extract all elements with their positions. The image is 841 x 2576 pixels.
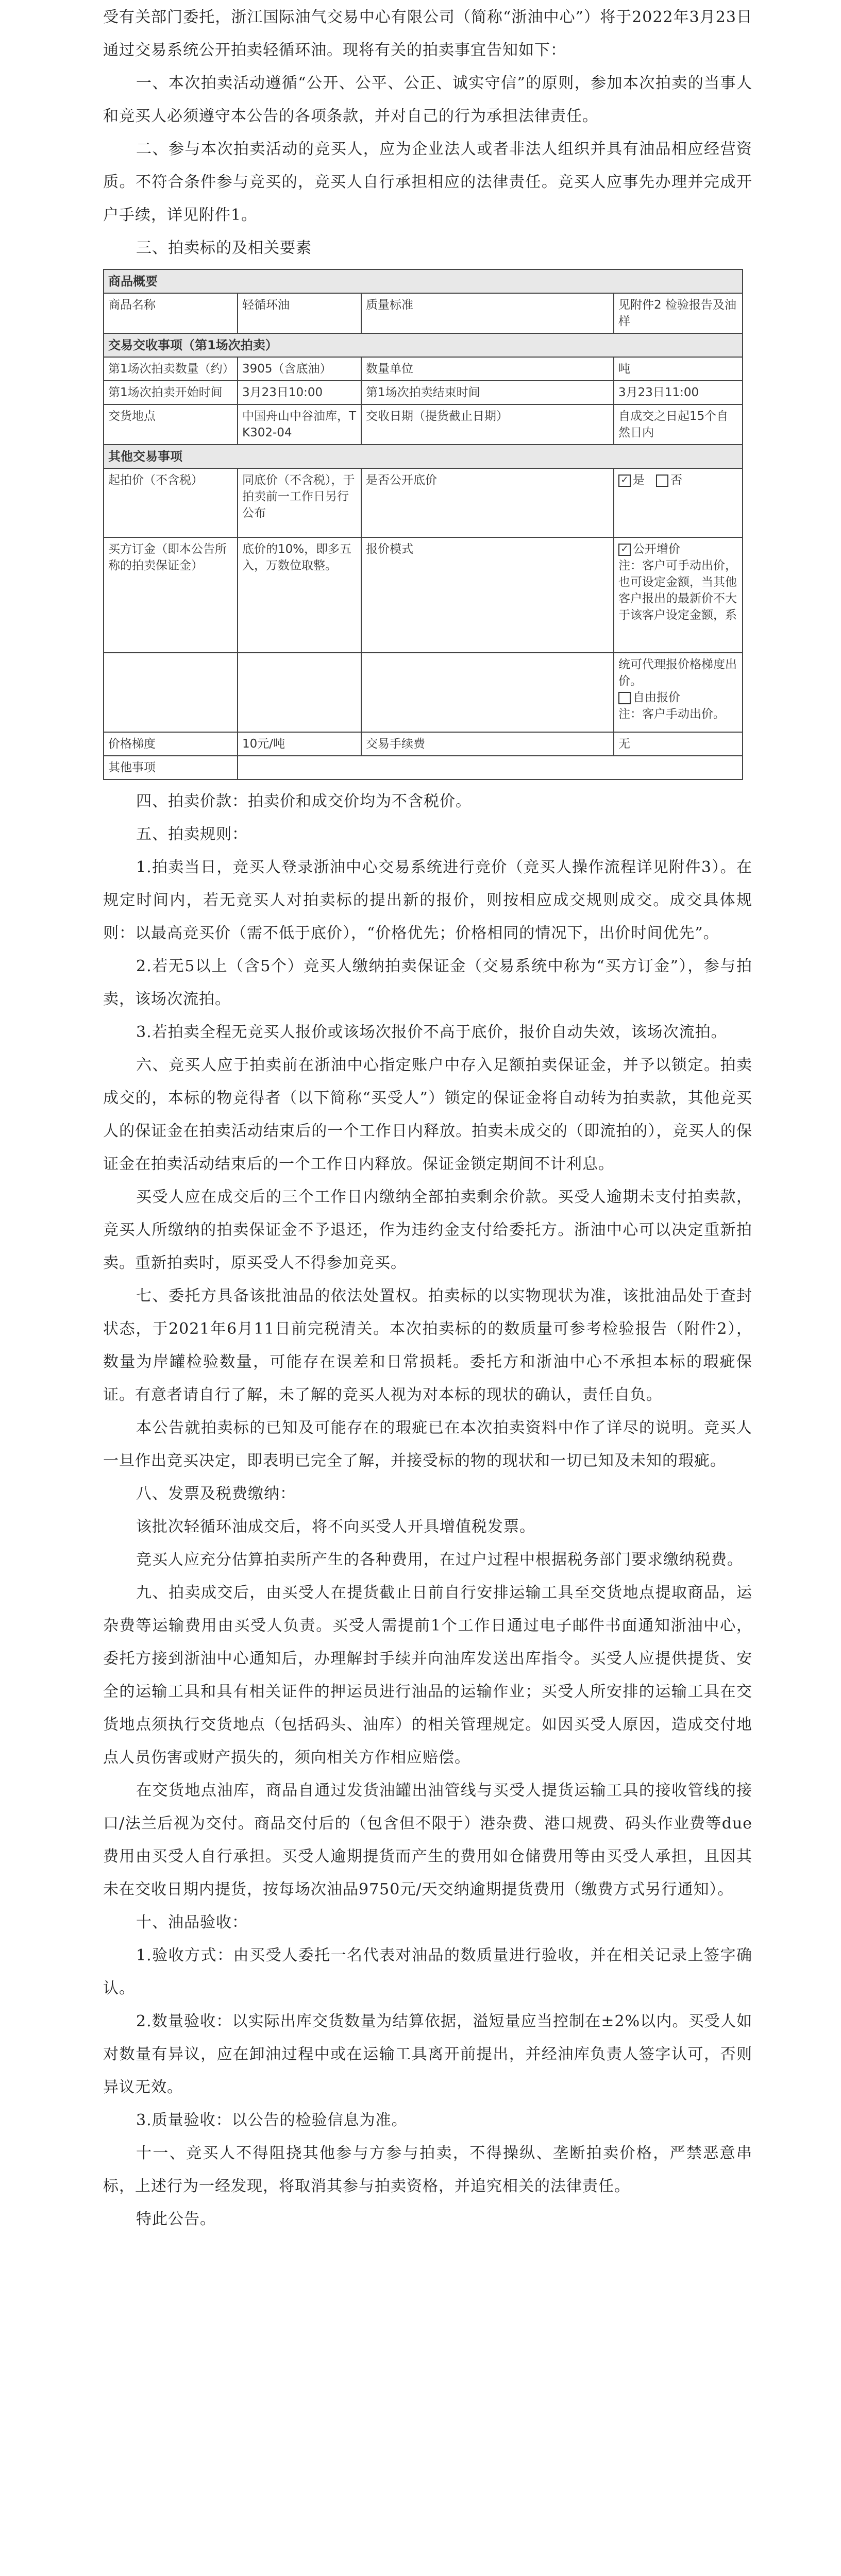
cell-value-mode-2 (614, 653, 743, 732)
section-5-heading: 五、拍卖规则： (136, 825, 248, 843)
section-1: 一、本次拍卖活动遵循“公开、公平、公正、诚实守信”的原则，参加本次拍卖的当事人和竞买人必须遵守本公告的各项条款，并对自己的行为承担法律责任。 (103, 74, 752, 125)
cell-empty (361, 653, 614, 732)
cell-value-reserve (614, 468, 743, 537)
checkbox-empty-icon (656, 474, 668, 487)
verify-2: 2.数量验收：以实际出库交货数量为结算依据，溢短量应当控制在±2%以内。买受人如对数量有异议，应在卸油过程中或在运输工具离开前提出，并经油库负责人签字认可，否则异议无效。 (103, 2012, 752, 2096)
cell-value-qty: 3905（含底油） (238, 357, 361, 381)
cell-value-deposit: 底价的10%，即多五入，万数位取整。 (238, 537, 361, 653)
verify-3: 3.质量验收：以公告的检验信息为准。 (136, 2111, 408, 2129)
auction-items-table (103, 269, 743, 780)
checkbox-empty-icon (618, 692, 631, 704)
cell-value-reserve-note: 同底价（不含税），于拍卖前一工作日另行公布 (238, 468, 361, 537)
cell-value-other (238, 756, 743, 779)
cell-label-deadline: 交收日期（提货截止日期） (361, 404, 614, 445)
cell-value-deadline: 自成交之日起15个自然日内 (614, 404, 743, 445)
rule-3: 3.若拍卖全程无竞买人报价或该场次报价不高于底价，报价自动失效，该场次流拍。 (136, 1023, 727, 1041)
cell-label-place: 交货地点 (104, 404, 238, 445)
section-6-cont: 买受人应在成交后的三个工作日内缴纳全部拍卖剩余价款。买受人逾期未支付拍卖款，竞买人所缴纳的拍卖保证金不予退还，作为违约金支付给委托方。浙油中心可以决定重新拍卖。重新拍卖时，原买受人不得参加竞买。 (103, 1188, 752, 1272)
section-10-heading: 十、油品验收： (136, 1913, 248, 1931)
closing: 特此公告。 (136, 2210, 216, 2228)
rule-1: 1.拍卖当日，竞买人登录浙油中心交易系统进行竞价（竞买人操作流程详见附件3）。在规定时间内，若无竞买人对拍卖标的提出新的报价，则按相应成交规则成交。成交具体规则：以最高竞买价（需不低于底价），“价格优先；价格相同的情况下，出价时间优先”。 (103, 858, 752, 942)
verify-1: 1.验收方式：由买受人委托一名代表对油品的数质量进行验收，并在相关记录上签字确认。 (103, 1946, 752, 1997)
section-8-heading: 八、发票及税费缴纳： (136, 1485, 296, 1503)
cell-empty (238, 653, 361, 732)
goods-summary-header: 商品概要 (104, 269, 743, 293)
mode-free-note: 注：客户手动出价。 (618, 707, 725, 721)
cell-value-start: 3月23日10:00 (238, 381, 361, 404)
cell-label-other: 其他事项 (104, 756, 238, 779)
cell-value-unit: 吨 (614, 357, 743, 381)
cell-label-step: 价格梯度 (104, 732, 238, 756)
option-yes: 是 (633, 473, 645, 487)
section-11: 十一、竞买人不得阻挠其他参与方参与拍卖，不得操纵、垄断拍卖价格，严禁恶意串标，上述行为一经发现，将取消其参与拍卖资格，并追究相关的法律责任。 (103, 2144, 752, 2195)
cell-label-fee: 交易手续费 (361, 732, 614, 756)
cell-label-end: 第1场次拍卖结束时间 (361, 381, 614, 404)
mode-proxy-note: 统可代理报价格梯度出价。 (618, 658, 737, 688)
intro-paragraph: 受有关部门委托，浙江国际油气交易中心有限公司（简称“浙油中心”）将于2022年3月23日通过交易系统公开拍卖轻循环油。现将有关的拍卖事宜告知如下： (103, 8, 752, 59)
section-7: 七、委托方具备该批油品的依法处置权。拍卖标的以实物现状为准，该批油品处于查封状态，于2021年6月11日前完税清关。本次拍卖标的的数质量可参考检验报告（附件2），数量为岸罐检验数量，可能存在误差和日常损耗。委托方和浙油中心不承担本标的瑕疵保证。有意者请自行了解，未了解的竞买人视为对本标的现状的确认，责任自负。 (103, 1287, 752, 1404)
section-8b: 竞买人应充分估算拍卖所产生的各种费用，在过户过程中根据税务部门要求缴纳税费。 (136, 1551, 743, 1569)
cell-label-start: 第1场次拍卖开始时间 (104, 381, 238, 404)
session-header: 交易交收事项（第1场次拍卖） (104, 333, 743, 357)
announcement-body (103, 0, 752, 2236)
section-9: 九、拍卖成交后，由买受人在提货截止日前自行安排运输工具至交货地点提取商品，运杂费等运输费用由买受人负责。买受人需提前1个工作日通过电子邮件书面通知浙油中心，委托方接到浙油中心通知后，办理解封手续并向油库发送出库指令。买受人应提供提货、安全的运输工具和具有相关证件的押运员进行油品的运输作业；买受人所安排的运输工具在交货地点须执行交货地点（包括码头、油库）的相关管理规定。如因买受人原因，造成交付地点人员伤害或财产损失的，须向相关方作相应赔偿。 (103, 1584, 752, 1767)
section-9-cont: 在交货地点油库，商品自通过发货油罐出油管线与买受人提货运输工具的接收管线的接口/法兰后视为交付。商品交付后的（包含但不限于）港杂费、港口规费、码头作业费等due费用由买受人自行承担。买受人逾期提货而产生的费用如仓储费用等由买受人承担，且因其未在交收日期内提货，按每场次油品9750元/天交纳逾期提货费用（缴费方式另行通知）。 (103, 1782, 752, 1899)
section-4: 四、拍卖价款：拍卖价和成交价均为不含税价。 (136, 792, 472, 810)
cell-label-name: 商品名称 (104, 293, 238, 333)
section-3-heading: 三、拍卖标的及相关要素 (136, 239, 312, 257)
mode-free: 自由报价 (633, 691, 680, 704)
cell-value-fee: 无 (614, 732, 743, 756)
other-header: 其他交易事项 (104, 445, 743, 468)
cell-label-deposit: 买方订金（即本公告所称的拍卖保证金） (104, 537, 238, 653)
section-8a: 该批次轻循环油成交后，将不向买受人开具增值税发票。 (136, 1518, 535, 1536)
section-7-cont: 本公告就拍卖标的已知及可能存在的瑕疵已在本次拍卖资料中作了详尽的说明。竞买人一旦作出竞买决定，即表明已完全了解，并接受标的物的现状和一切已知及未知的瑕疵。 (103, 1419, 752, 1470)
cell-label-qty: 第1场次拍卖数量（约） (104, 357, 238, 381)
checkbox-checked-icon: ✓ (618, 474, 631, 487)
cell-value-name: 轻循环油 (238, 293, 361, 333)
cell-label-mode: 报价模式 (361, 537, 614, 653)
cell-value-end: 3月23日11:00 (614, 381, 743, 404)
cell-value-quality: 见附件2 检验报告及油样 (614, 293, 743, 333)
cell-empty (104, 653, 238, 732)
section-6: 六、竞买人应于拍卖前在浙油中心指定账户中存入足额拍卖保证金，并予以锁定。拍卖成交的，本标的物竞得者（以下简称“买受人”）锁定的保证金将自动转为拍卖款，其他竞买人的保证金在拍卖活动结束后的一个工作日内释放。拍卖未成交的（即流拍的），竞买人的保证金在拍卖活动结束后的一个工作日内释放。保证金锁定期间不计利息。 (103, 1056, 752, 1173)
rule-2: 2.若无5以上（含5个）竞买人缴纳拍卖保证金（交易系统中称为“买方订金”），参与拍卖，该场次流拍。 (103, 957, 752, 1008)
section-2: 二、参与本次拍卖活动的竞买人，应为企业法人或者非法人组织并具有油品相应经营资质。不符合条件参与竞买的，竞买人自行承担相应的法律责任。竞买人应事先办理并完成开户手续，详见附件1。 (103, 140, 752, 224)
cell-value-mode (614, 537, 743, 653)
option-no: 否 (670, 473, 682, 487)
mode-open: 公开增价 (633, 543, 680, 556)
cell-label-unit: 数量单位 (361, 357, 614, 381)
checkbox-checked-icon: ✓ (618, 544, 631, 556)
cell-label-quality: 质量标准 (361, 293, 614, 333)
mode-open-note: 注：客户可手动出价，也可设定金额，当其他客户报出的最新价不大于该客户设定金额，系 (618, 559, 737, 622)
cell-value-place: 中国舟山中谷油库，TK302-04 (238, 404, 361, 445)
cell-label-start-price: 起拍价（不含税） (104, 468, 238, 537)
cell-label-reserve: 是否公开底价 (361, 468, 614, 537)
cell-value-step: 10元/吨 (238, 732, 361, 756)
